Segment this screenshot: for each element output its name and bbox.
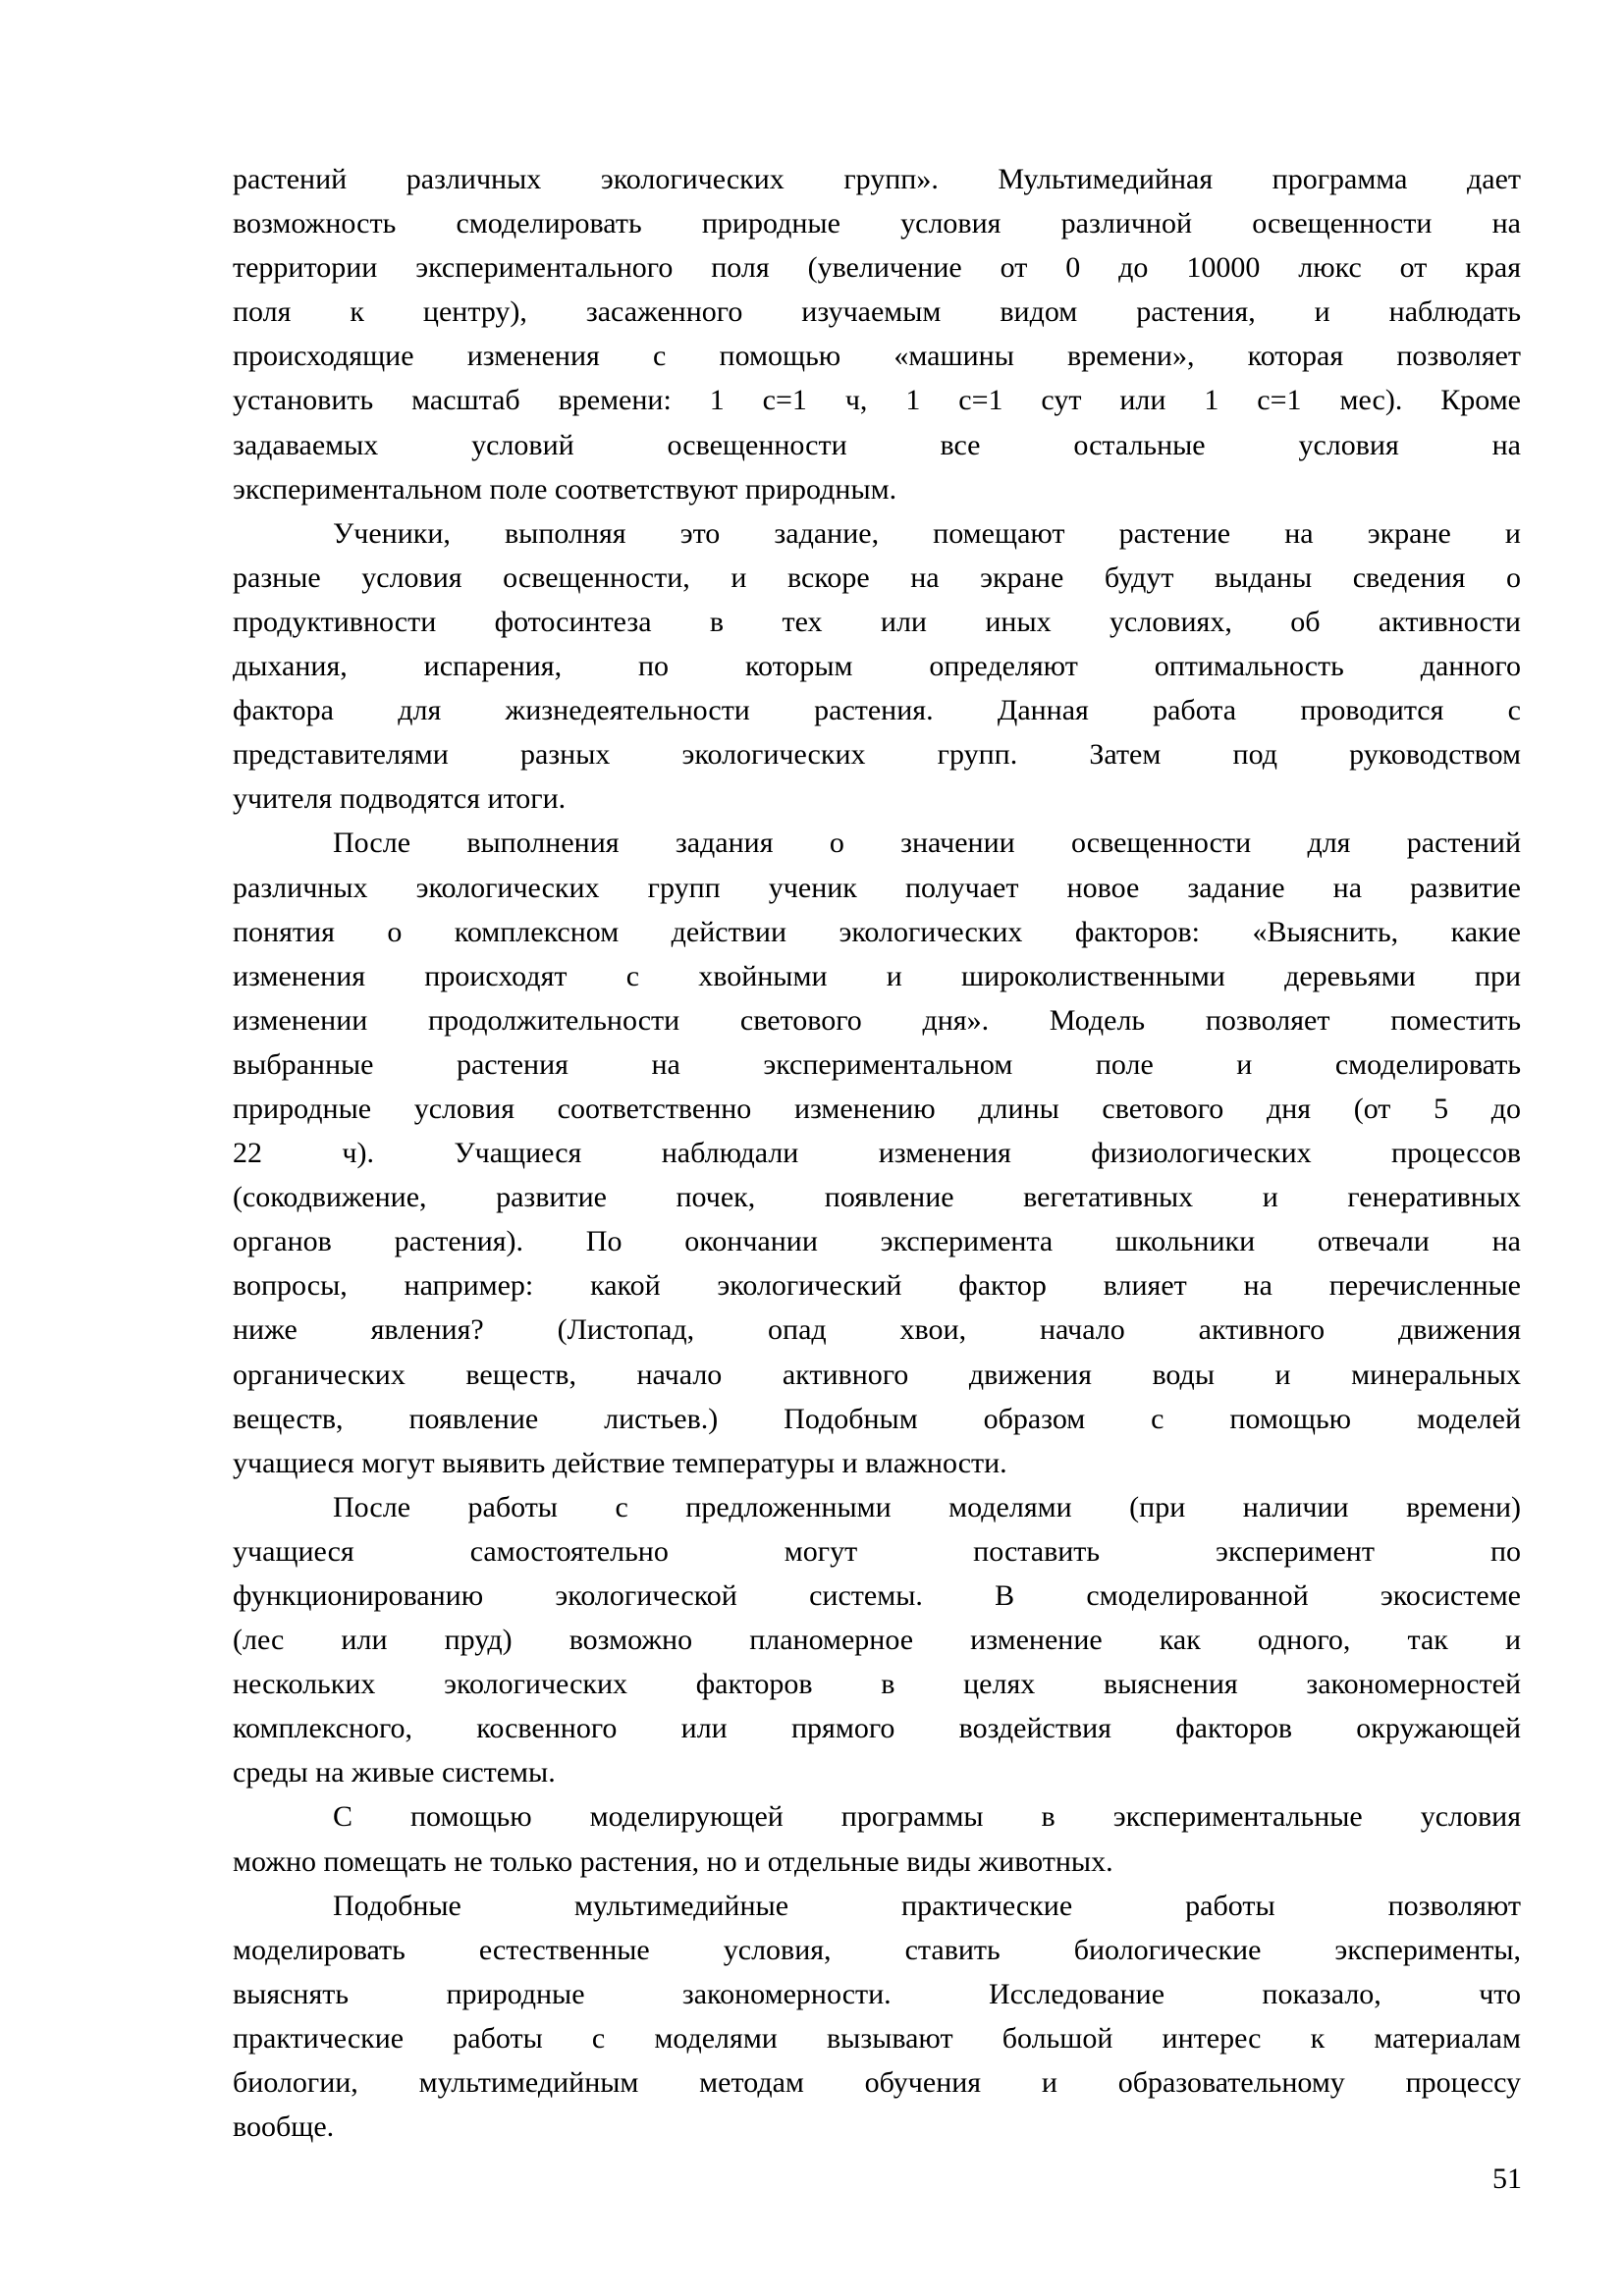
text-line [233, 1397, 1521, 1441]
text-line-content: учителя подводятся итоги. [233, 782, 567, 816]
text-line [233, 998, 1521, 1042]
paragraph [233, 1884, 1521, 2150]
text-line [233, 2060, 1521, 2105]
text-line-content: разные условия освещенности, и вскоре на экране будут выданы сведения о [233, 561, 1521, 594]
text-line-content: ниже явления? (Листопад, опад хвои, начало активного движения [233, 1313, 1521, 1347]
text-line-content: комплексного, косвенного или прямого воздействия факторов окружающей [233, 1712, 1521, 1745]
text-line [233, 1972, 1521, 2016]
body-text [233, 157, 1521, 2149]
text-line [233, 511, 1521, 556]
text-line-content: изменения происходят с хвойными и широколиственными деревьями при [233, 959, 1521, 992]
text-line-content: учащиеся могут выявить действие температуры и влажности. [233, 1446, 1007, 1479]
text-line-content: С помощью моделирующей программы в экспериментальные условия [333, 1800, 1521, 1834]
text-line-content: выяснять природные закономерности. Исследование показало, что [233, 1977, 1521, 2010]
text-line [233, 1529, 1521, 1574]
text-line-content: территории экспериментального поля (увеличение от 0 до 10000 люкс от края [233, 251, 1521, 285]
text-line-content: представителями разных экологических групп. Затем под руководством [233, 738, 1521, 772]
text-line-content: После работы с предложенными моделями (при наличии времени) [333, 1490, 1521, 1523]
text-line-content: (лес или пруд) возможно планомерное изменение как одного, так и [233, 1624, 1521, 1657]
text-line [233, 2016, 1521, 2060]
text-line-content: органических веществ, начало активного движения воды и минеральных [233, 1358, 1521, 1391]
text-line [233, 688, 1521, 732]
text-line-content: растений различных экологических групп». Мультимедийная программа дает [233, 163, 1521, 195]
text-line [233, 1263, 1521, 1308]
text-line [233, 1441, 1521, 1485]
text-line [233, 866, 1521, 910]
text-line [233, 1219, 1521, 1263]
text-line-content: задаваемых условий освещенности все остальные условия на [233, 428, 1521, 461]
text-line-content: Подобные мультимедийные практические работы позволяют [333, 1889, 1521, 1922]
text-line-content: учащиеся самостоятельно могут поставить эксперимент по [233, 1534, 1521, 1568]
text-line [233, 1840, 1521, 1884]
text-line [233, 423, 1521, 467]
text-line [233, 378, 1521, 422]
text-line-content: 22 ч). Учащиеся наблюдали изменения физиологических процессов [233, 1137, 1521, 1170]
text-line [233, 245, 1521, 290]
text-line [233, 1794, 1521, 1839]
text-line [233, 1618, 1521, 1662]
text-line [233, 954, 1521, 998]
text-line-content: Ученики, выполняя это задание, помещают растение на экране и [333, 516, 1521, 550]
text-line [233, 556, 1521, 600]
text-line [233, 1131, 1521, 1175]
text-line-content: практические работы с моделями вызывают большой интерес к материалам [233, 2021, 1521, 2055]
text-line-content: выбранные растения на экспериментальном поле и смоделировать [233, 1047, 1521, 1081]
text-line-content: (сокодвижение, развитие почек, появление вегетативных и генеративных [233, 1181, 1521, 1214]
text-line-content: функционированию экологической системы. В смоделированной экосистеме [233, 1579, 1521, 1612]
text-line-content: различных экологических групп ученик получает новое задание на развитие [233, 871, 1521, 904]
text-line [233, 2105, 1521, 2149]
text-line-content: органов растения). По окончании эксперимента школьники отвечали на [233, 1225, 1521, 1258]
paragraph [233, 821, 1521, 1484]
text-line [233, 1308, 1521, 1352]
text-line-content: вопросы, например: какой экологический фактор влияет на перечисленные [233, 1269, 1521, 1303]
text-line-content: фактора для жизнедеятельности растения. Данная работа проводится с [233, 694, 1521, 727]
paragraph [233, 1485, 1521, 1795]
text-line [233, 201, 1521, 245]
text-line [233, 821, 1521, 865]
text-line [233, 1706, 1521, 1750]
text-line-content: продуктивности фотосинтеза в тех или иных условиях, об активности [233, 605, 1521, 638]
text-line-content: моделировать естественные условия, ставить биологические эксперименты, [233, 1933, 1521, 1966]
text-line-content: понятия о комплексном действии экологических факторов: «Выяснить, какие [233, 915, 1521, 948]
paragraph [233, 1794, 1521, 1883]
text-line [233, 732, 1521, 776]
text-line-content: можно помещать не только растения, но и отдельные виды животных. [233, 1844, 1113, 1878]
text-line [233, 600, 1521, 644]
text-line [233, 1042, 1521, 1087]
text-line [233, 1574, 1521, 1618]
text-line-content: экспериментальном поле соответствуют природным. [233, 472, 897, 506]
text-line [233, 910, 1521, 954]
text-line [233, 334, 1521, 378]
text-line [233, 290, 1521, 334]
paragraph [233, 157, 1521, 511]
text-line-content: происходящие изменения с помощью «машины времени», которая позволяет [233, 340, 1521, 373]
text-line-content: дыхания, испарения, по которым определяют оптимальность данного [233, 650, 1521, 683]
text-line-content: природные условия соответственно изменению длины светового дня (от 5 до [233, 1092, 1521, 1125]
text-line [233, 1087, 1521, 1131]
text-line [233, 1884, 1521, 1928]
text-line [233, 1485, 1521, 1529]
text-line [233, 1175, 1521, 1219]
text-line-content: веществ, появление листьев.) Подобным образом с помощью моделей [233, 1402, 1521, 1435]
text-line [233, 1928, 1521, 1972]
text-line [233, 157, 1521, 201]
text-line [233, 467, 1521, 511]
text-line [233, 776, 1521, 821]
text-line-content: После выполнения задания о значении освещенности для растений [333, 827, 1521, 860]
text-line-content: биологии, мультимедийным методам обучения и образовательному процессу [233, 2066, 1521, 2100]
text-line [233, 1662, 1521, 1706]
text-line [233, 1353, 1521, 1397]
text-line-content: среды на живые системы. [233, 1756, 556, 1789]
text-line-content: вообще. [233, 2110, 335, 2144]
paragraph [233, 511, 1521, 822]
text-line-content: нескольких экологических факторов в целях выяснения закономерностей [233, 1668, 1521, 1701]
page-number: 51 [1492, 2163, 1522, 2195]
text-line-content: установить масштаб времени: 1 с=1 ч, 1 с=1 сут или 1 с=1 мес). Кроме [233, 384, 1521, 417]
text-line-content: поля к центру), засаженного изучаемым видом растения, и наблюдать [233, 295, 1521, 329]
text-line-content: возможность смоделировать природные условия различной освещенности на [233, 207, 1521, 240]
text-line [233, 1750, 1521, 1794]
text-line [233, 644, 1521, 688]
text-line-content: изменении продолжительности светового дня». Модель позволяет поместить [233, 1003, 1521, 1037]
